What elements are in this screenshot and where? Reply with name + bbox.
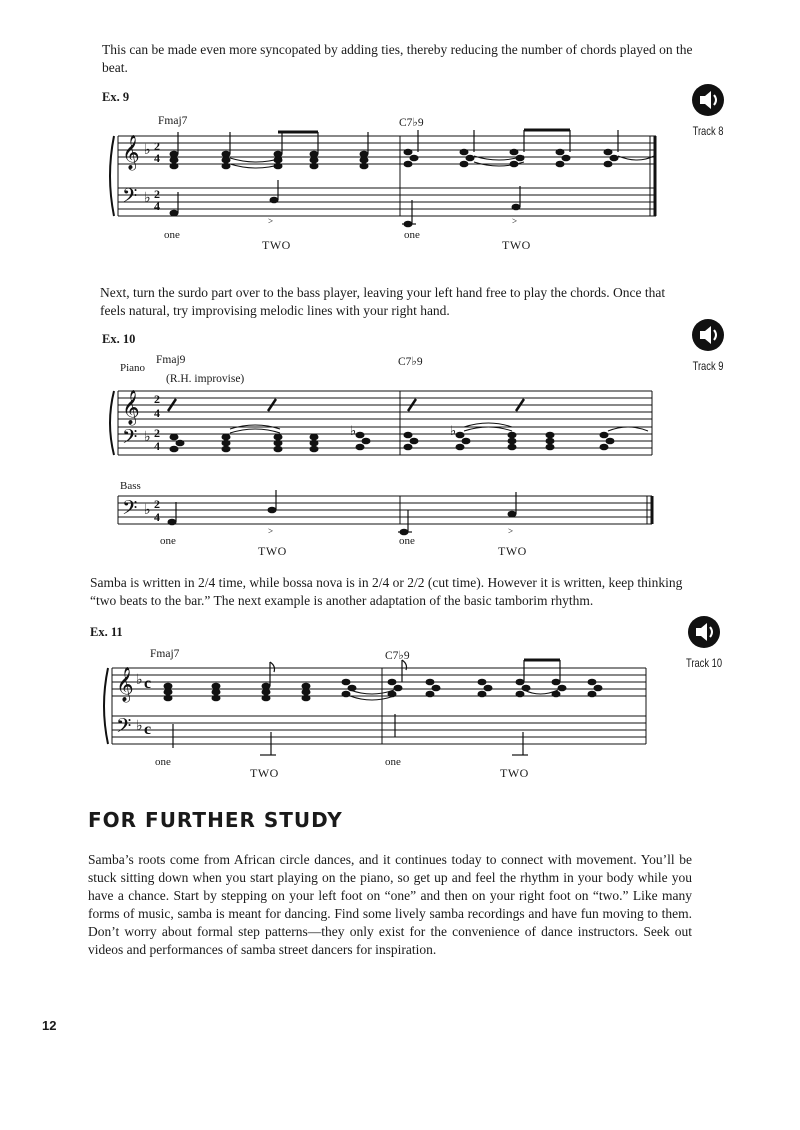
svg-text:4: 4	[154, 510, 160, 524]
ex11-score	[100, 660, 660, 760]
svg-text:𝄢: 𝄢	[122, 498, 138, 524]
svg-text:𝄞: 𝄞	[116, 668, 134, 701]
audio-disc-icon	[691, 83, 725, 117]
section-heading: FOR FURTHER STUDY	[88, 808, 343, 832]
ex9-score	[104, 128, 664, 226]
example-10-label: Ex. 10	[102, 332, 136, 346]
svg-text:>: >	[268, 216, 274, 226]
ex11-chord-1: Fmaj7	[150, 648, 180, 660]
study-paragraph: Samba’s roots come from African circle dances, and it continues today to connect with movement. You’ll be stuck sitting down when you start playing on the piano, so get up and feel the rhythm in your body while you have a chance. Start by stepping on your left foot on “one” and then on your right foot on “two.” Like many forms of music, samba is meant for dancing. Find some lively samba recordings and have fun moving to them. Don’t worry about formal step patterns—they only exist for the convenience of dance instructors. Seek out videos and performances of samba street dancers for inspiration.	[88, 852, 692, 957]
svg-text:>: >	[512, 216, 518, 226]
ex10-count-2: TWO	[258, 544, 287, 558]
ex9-count-2: TWO	[262, 238, 291, 252]
svg-text:>: >	[508, 526, 514, 536]
ex11-chord-2: C7♭9	[385, 650, 410, 662]
svg-text:𝄞: 𝄞	[122, 136, 140, 169]
svg-text:c: c	[144, 675, 152, 692]
ex10-count-3: one	[399, 535, 415, 547]
example-9-label: Ex. 9	[102, 90, 130, 104]
svg-text:𝄢: 𝄢	[122, 186, 138, 212]
svg-text:4: 4	[154, 439, 160, 453]
ex9-count-4: TWO	[502, 238, 531, 252]
ex10-chord-1: Fmaj9	[156, 354, 186, 366]
ex11-count-3: one	[385, 756, 401, 768]
ex11-count-1: one	[155, 756, 171, 768]
ex9-chord-2: C7♭9	[399, 117, 424, 129]
svg-text:𝄢: 𝄢	[116, 716, 132, 742]
ex9-chord-1: Fmaj7	[158, 115, 188, 127]
svg-text:2: 2	[154, 187, 160, 201]
track-10-badge[interactable]	[674, 615, 734, 670]
ex10-piano-label: Piano	[120, 362, 146, 374]
ex10-count-1: one	[160, 535, 176, 547]
example-11-label: Ex. 11	[90, 625, 123, 639]
svg-text:4: 4	[154, 151, 160, 165]
svg-text:𝄞: 𝄞	[122, 391, 140, 424]
svg-text:>: >	[268, 526, 274, 536]
ex11-count-2: TWO	[250, 766, 279, 780]
ex10-bass-score	[104, 488, 664, 540]
svg-text:2: 2	[154, 392, 160, 406]
svg-text:♭: ♭	[144, 191, 151, 206]
track-9-label: Track 9	[692, 359, 724, 373]
ex10-count-4: TWO	[498, 544, 527, 558]
svg-text:♭: ♭	[144, 430, 151, 445]
ex10-piano-score	[104, 385, 664, 485]
middle-paragraph: Next, turn the surdo part over to the bass player, leaving your left hand free to play the chords. Once that feels natural, try improvising melodic lines with your right hand.	[100, 285, 666, 318]
intro-paragraph: This can be made even more syncopated by adding ties, thereby reducing the number of chords played on the beat.	[102, 42, 693, 75]
samba-paragraph: Samba is written in 2/4 time, while bossa nova is in 2/4 or 2/2 (cut time). However it is written, keep thinking “two beats to the bar.” The next example is another adaptation of the basic tamborim rhythm.	[90, 575, 683, 608]
svg-text:2: 2	[154, 426, 160, 440]
svg-text:𝄢: 𝄢	[122, 427, 138, 453]
ex9-count-1: one	[164, 229, 180, 241]
svg-text:♭: ♭	[136, 673, 143, 688]
track-9-badge[interactable]	[678, 318, 738, 373]
ex11-count-4: TWO	[500, 766, 529, 780]
svg-text:♭: ♭	[136, 719, 143, 734]
svg-text:c: c	[144, 721, 152, 738]
ex10-bass-label: Bass	[120, 480, 141, 492]
svg-text:♭: ♭	[144, 143, 151, 158]
track-8-badge[interactable]	[678, 83, 738, 138]
track-8-label: Track 8	[692, 124, 724, 138]
audio-disc-icon	[687, 615, 721, 649]
svg-text:2: 2	[154, 139, 160, 153]
svg-text:♭: ♭	[350, 423, 357, 438]
svg-text:♭: ♭	[450, 423, 457, 438]
svg-text:♭: ♭	[144, 503, 151, 518]
svg-text:4: 4	[154, 406, 160, 420]
track-10-label: Track 10	[685, 656, 723, 670]
svg-text:2: 2	[154, 497, 160, 511]
ex10-direction: (R.H. improvise)	[166, 373, 245, 385]
ex10-chord-2: C7♭9	[398, 356, 423, 368]
ex9-count-3: one	[404, 229, 420, 241]
page-number: 12	[42, 1018, 57, 1033]
svg-text:4: 4	[154, 199, 160, 213]
audio-disc-icon	[691, 318, 725, 352]
